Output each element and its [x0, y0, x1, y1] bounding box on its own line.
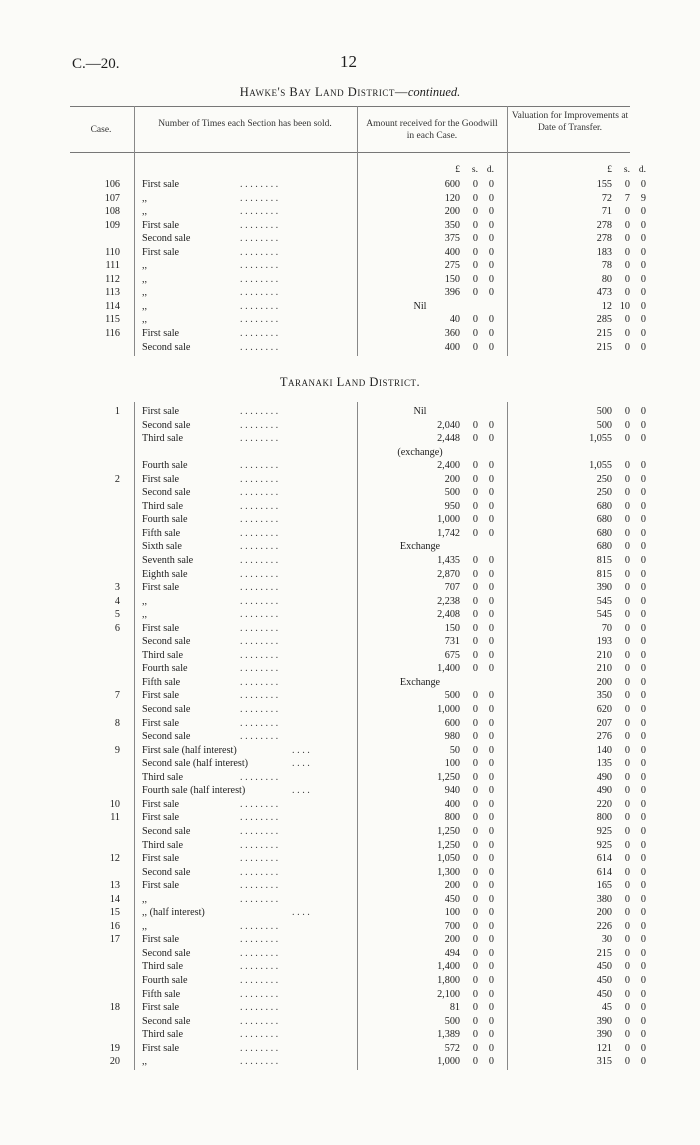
sale-description: ,,	[142, 1056, 148, 1068]
table-row: 14 ,, . . . . . . . . 450 0 0 380 0 0	[0, 893, 700, 907]
sale-description: First sale	[142, 853, 180, 865]
case-number: 4	[114, 595, 120, 607]
table-row: 112 ,, . . . . . . . . 150 0 0 80 0 0	[0, 273, 700, 287]
leader-dots: . . . . . . . .	[240, 866, 279, 878]
table-row: Fifth sale . . . . . . . . 1,742 0 0 680 0 0	[142, 527, 646, 539]
sale-description: Third sale	[142, 649, 184, 661]
table-row: 113 ,, . . . . . . . . 396 0 0 473 0 0	[0, 286, 700, 300]
sale-description: Third sale	[142, 839, 184, 851]
table-row: Fourth sale . . . . . . . . 1,000 0 0 680 0 0	[142, 514, 646, 526]
table-row: Second sale . . . . . . . . 500 0 0 250 0 0	[142, 487, 646, 499]
leader-dots: . . . . . . . .	[240, 406, 279, 417]
case-number: 1	[114, 406, 120, 417]
goodwill-amount: Nil	[413, 300, 427, 312]
case-number: 7	[114, 690, 120, 702]
case-number: 17	[109, 934, 120, 946]
sale-description: First sale	[142, 812, 180, 824]
case-number: 113	[105, 287, 120, 299]
leader-dots: . . . . . . . .	[240, 1056, 279, 1068]
table-row: Eighth sale . . . . . . . . 2,870 0 0 815 0 0	[142, 568, 646, 580]
case-number: 10	[109, 798, 120, 810]
table-row: Third sale . . . . . . . . 1,250 0 0 490 0 0	[142, 771, 646, 783]
sale-description: Eighth sale	[142, 568, 188, 580]
leader-dots: . . . . . . . .	[240, 595, 279, 607]
leader-dots: . . . . . . . .	[240, 988, 279, 1000]
sale-description: First sale (half interest)	[142, 744, 237, 756]
goodwill-amount: (exchange)	[397, 446, 443, 458]
sale-description: First sale	[142, 798, 180, 810]
leader-dots: . . . . . . . .	[240, 839, 279, 851]
sale-description: Second sale	[142, 341, 191, 353]
sale-description: First sale	[142, 880, 180, 892]
table-row: 6 First sale . . . . . . . . 150 0 0 70 0 0	[0, 622, 700, 636]
leader-dots: . . . . . . . .	[240, 1029, 279, 1041]
case-number: 14	[109, 893, 120, 905]
leader-dots: . . . . . . . .	[240, 663, 279, 675]
leader-dots: . . . . . . . .	[240, 487, 279, 499]
table-row: 5 ,, . . . . . . . . 2,408 0 0 545 0 0	[0, 608, 700, 622]
leader-dots: . . . . . . . .	[240, 731, 279, 743]
sale-description: Fifth sale	[142, 988, 181, 1000]
unit-pence: d.	[638, 165, 646, 175]
leader-dots: . . . . . . . .	[240, 460, 279, 472]
leader-dots: . . . . . . . .	[240, 798, 279, 810]
column-header-valuation: Valuation for Improvements at Date of Transfer.	[511, 111, 629, 133]
table-row: Third sale . . . . . . . . 1,250 0 0 925 0 0	[142, 839, 646, 851]
unit-pound: £	[455, 165, 460, 175]
table-header-rule	[70, 152, 630, 153]
case-number: 11	[110, 812, 120, 824]
sale-description: Fourth sale	[142, 663, 188, 675]
table-row: 8 First sale . . . . . . . . 600 0 0 207 0 0	[0, 717, 700, 731]
sale-description: ,,	[142, 595, 148, 607]
goodwill-amount: Nil	[413, 406, 427, 417]
table-row: Second sale . . . . . . . . 494 0 0 215 0 0	[142, 947, 646, 959]
table-row: 11 First sale . . . . . . . . 800 0 0 800 0 0	[0, 811, 700, 825]
sale-description: First sale	[142, 246, 180, 258]
sale-description: ,,	[142, 192, 148, 204]
sale-description: Third sale	[142, 1029, 184, 1041]
table-row: 12 First sale . . . . . . . . 1,050 0 0 614 0 0	[0, 852, 700, 866]
leader-dots: . . . . . . . .	[240, 649, 279, 661]
sale-description: Seventh sale	[142, 555, 194, 567]
sale-description: First sale	[142, 179, 180, 190]
leader-dots: . . . .	[292, 785, 310, 797]
case-number: 112	[105, 273, 120, 285]
case-number: 6	[114, 622, 120, 634]
sale-description: First sale	[142, 219, 180, 231]
leader-dots: . . . . . . . .	[240, 233, 279, 245]
case-number: 3	[114, 582, 120, 594]
sale-description: First sale	[142, 690, 180, 702]
leader-dots: . . . . . . . .	[240, 690, 279, 702]
case-number: 107	[104, 192, 120, 204]
sale-description: ,,	[142, 273, 148, 285]
table-row: Second sale . . . . . . . . 731 0 0 193 0 0	[142, 636, 646, 648]
leader-dots: . . . . . . . .	[240, 273, 279, 285]
page-number: 12	[340, 52, 357, 71]
leader-dots: . . . . . . . .	[240, 433, 279, 445]
sale-description: Second sale	[142, 825, 191, 837]
case-number: 15	[109, 907, 120, 919]
unit-pence: d.	[486, 165, 494, 175]
leader-dots: . . . . . . . .	[240, 934, 279, 946]
case-number: 19	[109, 1042, 120, 1054]
column-header-times-sold: Number of Times each Section has been sold.	[158, 119, 332, 129]
sale-description: ,,	[142, 609, 148, 621]
leader-dots: . . . . . . . .	[240, 541, 279, 553]
leader-dots: . . . . . . . .	[240, 676, 279, 688]
sale-description: Fourth sale	[142, 460, 188, 472]
sale-description: Fourth sale	[142, 514, 188, 526]
case-number: 5	[114, 609, 120, 621]
table-row: Second sale . . . . . . . . 1,300 0 0 614 0 0	[142, 866, 646, 878]
section-title-hawkes-bay	[0, 85, 700, 100]
table-row: Second sale . . . . . . . . 1,250 0 0 925 0 0	[142, 825, 646, 837]
sale-description: ,,	[142, 893, 148, 905]
case-number: 110	[105, 246, 120, 258]
sale-description: Second sale	[142, 704, 191, 716]
units-row	[0, 164, 700, 178]
sale-description: Third sale	[142, 961, 184, 973]
leader-dots: . . . . . . . .	[240, 287, 279, 299]
section-title-text: Hawke's Bay Land District—	[239, 85, 408, 99]
sale-description: First sale	[142, 473, 180, 485]
case-number: 115	[105, 314, 120, 326]
table-row: 13 First sale . . . . . . . . 200 0 0 165 0 0	[0, 879, 700, 893]
table-row: Third sale . . . . . . . . 2,448 0 0 1,055 0 0	[142, 433, 646, 445]
leader-dots: . . . . . . . .	[240, 636, 279, 648]
sale-description: Fourth sale	[142, 974, 188, 986]
table-row: 16 ,, . . . . . . . . 700 0 0 226 0 0	[0, 920, 700, 934]
column-header-goodwill: Amount received for the Goodwill in each Case.	[366, 119, 498, 141]
table-row: 19 First sale . . . . . . . . 572 0 0 121 0 0	[0, 1042, 700, 1056]
sale-description: Third sale	[142, 433, 184, 445]
unit-pound: £	[607, 165, 612, 175]
sale-description: First sale	[142, 582, 180, 594]
leader-dots: . . . . . . . .	[240, 961, 279, 973]
sale-description: First sale	[142, 328, 180, 340]
table-row: Fifth sale . . . . . . . . Exchange 200 0 0	[142, 676, 646, 688]
column-header-case: Case.	[90, 125, 112, 135]
leader-dots: . . . . . . . .	[240, 246, 279, 258]
unit-shilling: s.	[623, 165, 630, 175]
table-row: Fourth sale . . . . . . . . 1,400 0 0 210 0 0	[142, 663, 646, 675]
table-row: Third sale . . . . . . . . 1,400 0 0 450 0 0	[142, 961, 646, 973]
table-row: 20 ,, . . . . . . . . 1,000 0 0 315 0 0	[0, 1055, 700, 1069]
sale-description: First sale	[142, 1002, 180, 1014]
sale-description: Second sale	[142, 731, 191, 743]
goodwill-amount: Exchange	[399, 541, 441, 553]
table-row: 10 First sale . . . . . . . . 400 0 0 220 0 0	[0, 798, 700, 812]
case-number: 109	[104, 219, 120, 231]
table-row: Second sale . . . . . . . . 2,040 0 0 500 0 0	[142, 419, 646, 431]
section-title-taranaki	[0, 375, 700, 390]
leader-dots: . . . . . . . .	[240, 812, 279, 824]
table-row: Third sale . . . . . . . . 950 0 0 680 0 0	[142, 500, 646, 512]
table-row: Second sale . . . . . . . . 1,000 0 0 620 0 0	[142, 704, 646, 716]
case-number: 106	[104, 179, 120, 190]
table-row: 106 First sale . . . . . . . . 600 0 0 155 0 0	[0, 178, 700, 192]
table-row: 9 First sale (half interest) . . . . 50 0 0 140 0 0	[0, 744, 700, 758]
leader-dots: . . . . . . . .	[240, 206, 279, 218]
table-row: 2 First sale . . . . . . . . 200 0 0 250 0 0	[0, 473, 700, 487]
sale-description: ,,	[142, 314, 148, 326]
table-row: Fifth sale . . . . . . . . 2,100 0 0 450 0 0	[142, 988, 646, 1000]
table-row: 110 First sale . . . . . . . . 400 0 0 183 0 0	[0, 246, 700, 260]
leader-dots: . . . . . . . .	[240, 920, 279, 932]
sale-description: Fifth sale	[142, 676, 181, 688]
table-row: 116 First sale . . . . . . . . 360 0 0 215 0 0	[0, 327, 700, 341]
sale-description: Second sale	[142, 866, 191, 878]
table-row: 108 ,, . . . . . . . . 200 0 0 71 0 0	[0, 205, 700, 219]
case-number: 2	[114, 473, 120, 485]
table-row: Third sale . . . . . . . . 675 0 0 210 0 0	[142, 649, 646, 661]
sale-description: First sale	[142, 1042, 180, 1054]
table-row: 115 ,, . . . . . . . . 40 0 0 285 0 0	[0, 313, 700, 327]
unit-shilling: s.	[471, 165, 478, 175]
leader-dots: . . . . . . . .	[240, 717, 279, 729]
leader-dots: . . . . . . . .	[240, 893, 279, 905]
table-row	[0, 446, 700, 460]
table-row: Second sale . . . . . . . . 375 0 0 278 0 0	[142, 233, 646, 245]
leader-dots: . . . . . . . .	[240, 328, 279, 340]
leader-dots: . . . . . . . .	[240, 314, 279, 326]
case-number: 111	[105, 260, 120, 272]
sale-description: Fifth sale	[142, 527, 181, 539]
sale-description: ,, (half interest)	[142, 907, 205, 919]
sale-description: ,,	[142, 300, 148, 312]
leader-dots: . . . . . . . .	[240, 622, 279, 634]
leader-dots: . . . . . . . .	[240, 974, 279, 986]
table-row: Third sale . . . . . . . . 1,389 0 0 390 0 0	[142, 1029, 646, 1041]
table-row: 15 ,, (half interest) . . . . 100 0 0 200 0 0	[0, 906, 700, 920]
leader-dots: . . . . . . . .	[240, 341, 279, 353]
leader-dots: . . . . . . . .	[240, 582, 279, 594]
sale-description: Second sale	[142, 233, 191, 245]
case-number: 108	[104, 206, 120, 218]
sale-description: Sixth sale	[142, 541, 182, 553]
leader-dots: . . . . . . . .	[240, 179, 279, 190]
leader-dots: . . . . . . . .	[240, 300, 279, 312]
table-row: Sixth sale . . . . . . . . Exchange 680 0 0	[142, 541, 646, 553]
case-number: 114	[105, 300, 120, 312]
leader-dots: . . . .	[292, 744, 310, 756]
sale-description: First sale	[142, 406, 180, 417]
table-row: 7 First sale . . . . . . . . 500 0 0 350 0 0	[0, 689, 700, 703]
leader-dots: . . . . . . . .	[240, 555, 279, 567]
leader-dots: . . . .	[292, 907, 310, 919]
table-row: 114 ,, . . . . . . . . Nil 12 10 0	[0, 300, 700, 314]
table-row: Seventh sale . . . . . . . . 1,435 0 0 815 0 0	[142, 555, 646, 567]
case-number: 18	[109, 1002, 120, 1014]
case-number: 9	[114, 744, 120, 756]
sale-description: First sale	[142, 717, 180, 729]
taranaki-rows	[0, 405, 700, 1069]
section-title-text: Taranaki Land District.	[279, 375, 421, 389]
sale-description: ,,	[142, 287, 148, 299]
case-number: 16	[109, 920, 120, 932]
leader-dots: . . . . . . . .	[240, 473, 279, 485]
table-top-rule	[70, 106, 630, 107]
case-number: 20	[109, 1056, 120, 1068]
sale-description: Fourth sale (half interest)	[142, 785, 246, 797]
leader-dots: . . . .	[292, 758, 310, 770]
leader-dots: . . . . . . . .	[240, 219, 279, 231]
sale-description: Second sale (half interest)	[142, 758, 249, 770]
table-row: Second sale . . . . . . . . 980 0 0 276 0 0	[142, 731, 646, 743]
table-row: Fourth sale . . . . . . . . 2,400 0 0 1,055 0 0	[142, 460, 646, 472]
sale-description: First sale	[142, 934, 180, 946]
leader-dots: . . . . . . . .	[240, 880, 279, 892]
goodwill-amount: Exchange	[399, 676, 441, 688]
sale-description: ,,	[142, 206, 148, 218]
leader-dots: . . . . . . . .	[240, 1002, 279, 1014]
leader-dots: . . . . . . . .	[240, 1042, 279, 1054]
case-number: 13	[109, 880, 120, 892]
table-row: Fourth sale . . . . . . . . 1,800 0 0 450 0 0	[142, 974, 646, 986]
table-row: Second sale . . . . . . . . 400 0 0 215 0 0	[142, 341, 646, 353]
table-row: 107 ,, . . . . . . . . 120 0 0 72 7 9	[0, 192, 700, 206]
sale-description: First sale	[142, 622, 180, 634]
sale-description: Second sale	[142, 487, 191, 499]
leader-dots: . . . . . . . .	[240, 704, 279, 716]
sale-description: Third sale	[142, 771, 184, 783]
table-row: 1 First sale . . . . . . . . Nil 500 0 0	[0, 405, 700, 419]
table-row: 17 First sale . . . . . . . . 200 0 0 30 0 0	[0, 933, 700, 947]
leader-dots: . . . . . . . .	[240, 514, 279, 526]
table-row: Fourth sale (half interest) . . . . 940 0 0 490 0 0	[142, 785, 646, 797]
leader-dots: . . . . . . . .	[240, 825, 279, 837]
sale-description: Second sale	[142, 947, 191, 959]
case-number: 8	[114, 717, 120, 729]
sale-description: ,,	[142, 260, 148, 272]
sale-description: Third sale	[142, 500, 184, 512]
section-title-suffix: continued.	[407, 85, 461, 99]
leader-dots: . . . . . . . .	[240, 947, 279, 959]
leader-dots: . . . . . . . .	[240, 609, 279, 621]
table-row: 18 First sale . . . . . . . . 81 0 0 45 0 0	[0, 1001, 700, 1015]
table-row: 4 ,, . . . . . . . . 2,238 0 0 545 0 0	[0, 595, 700, 609]
case-number: 12	[109, 853, 120, 865]
sale-description: ,,	[142, 920, 148, 932]
leader-dots: . . . . . . . .	[240, 853, 279, 865]
sale-description: Second sale	[142, 1015, 191, 1027]
sale-description: Second sale	[142, 636, 191, 648]
table-row: Second sale . . . . . . . . 500 0 0 390 0 0	[142, 1015, 646, 1027]
leader-dots: . . . . . . . .	[240, 527, 279, 539]
leader-dots: . . . . . . . .	[240, 419, 279, 431]
leader-dots: . . . . . . . .	[240, 260, 279, 272]
leader-dots: . . . . . . . .	[240, 1015, 279, 1027]
leader-dots: . . . . . . . .	[240, 192, 279, 204]
table-row: 111 ,, . . . . . . . . 275 0 0 78 0 0	[0, 259, 700, 273]
sale-description: Second sale	[142, 419, 191, 431]
case-number: 116	[105, 328, 120, 340]
leader-dots: . . . . . . . .	[240, 568, 279, 580]
page-reference: C.—20.	[72, 56, 120, 72]
leader-dots: . . . . . . . .	[240, 500, 279, 512]
table-row: Second sale (half interest) . . . . 100 0 0 135 0 0	[142, 758, 646, 770]
hawkes-bay-rows	[0, 178, 700, 354]
leader-dots: . . . . . . . .	[240, 771, 279, 783]
table-row: 3 First sale . . . . . . . . 707 0 0 390 0 0	[0, 581, 700, 595]
table-row: 109 First sale . . . . . . . . 350 0 0 278 0 0	[0, 219, 700, 233]
